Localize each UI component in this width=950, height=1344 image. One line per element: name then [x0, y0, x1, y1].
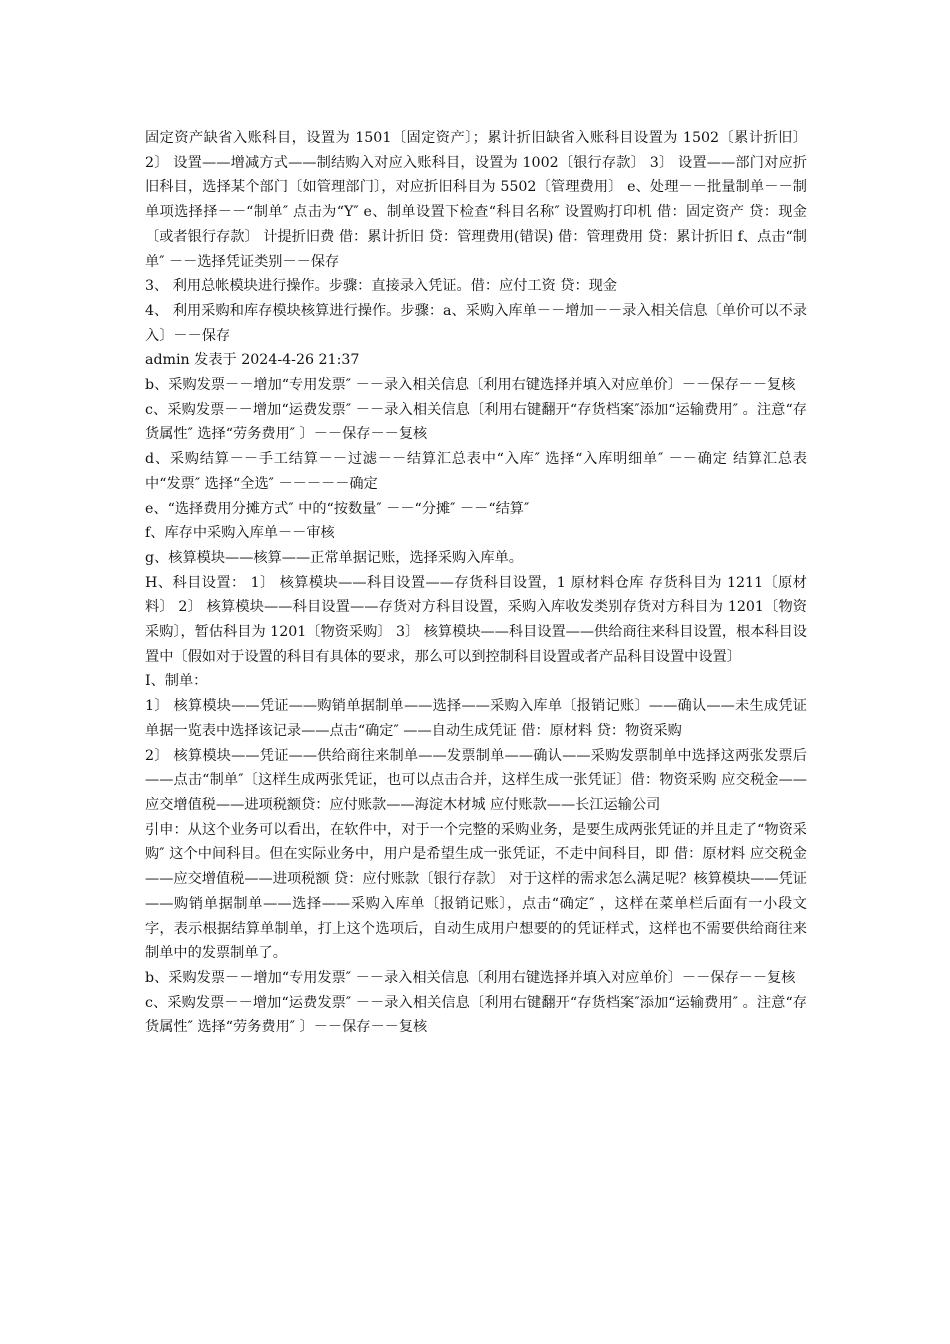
- paragraph-step-b-repeat: b、采购发票－－增加“专用发票″ －－录入相关信息〔利用右键选择并填入对应单价〕－－保存－－复核: [145, 969, 796, 986]
- paragraph-step-c-repeat: c、采购发票－－增加“运费发票″ －－录入相关信息〔利用右键翻开“存货档案″添加“运输费用″ 。注意“存货属性″ 选择“劳务费用″ 〕－－保存－－复核: [145, 994, 807, 1036]
- paragraph-fixed-asset-setup: 固定资产缺省入账科目，设置为 1501〔固定资产〕；累计折旧缺省入账科目设置为 1502〔累计折旧〕 2〕 设置——增减方式——制结购入对应入账科目，设置为 1002〔银行存款〕 3〕 设置——部门对应折旧科目，选择某个部门〔如管理部门〕，对应折旧科目为 5502〔管理费用〕 e、处理－－批量制单－－制单项选择择－－“制单″ 点击为“Y″ e、制单设置下检查“科目名称″ 设置购打印机 借：固定资产 贷：现金〔或者银行存款〕 计提折旧费 借：累计折旧 贷：管理费用(错误) 借：管理费用 贷：累计折旧 f、点击“制单″ －－选择凭证类别－－保存: [145, 130, 807, 270]
- paragraph-step-h: H、科目设置： 1〕 核算模块——科目设置——存货科目设置，1 原材料仓库 存货科目为 1211〔原材料〕 2〕 核算模块——科目设置——存货对方科目设置，采购入库收发类别存货对方科目为 1201〔物资采购〕，暂估科目为 1201〔物资采购〕 3〕 核算模块——科目设置——供给商往来科目设置，根本科目设置中〔假如对于设置的科目有具体的要求，那么可以到控制科目设置或者产品科目设置中设置〕: [145, 574, 807, 665]
- paragraph-step-i-heading: I、制单：: [145, 673, 208, 690]
- paragraph-step-c: c、采购发票－－增加“运费发票″ －－录入相关信息〔利用右键翻开“存货档案″添加“运输费用″ 。注意“存货属性″ 选择“劳务费用″ 〕－－保存－－复核: [145, 401, 807, 443]
- paragraph-step-f: f、库存中采购入库单－－审核: [145, 525, 335, 542]
- paragraph-step-d: d、采购结算－－手工结算－－过滤－－结算汇总表中“入库″ 选择“入库明细单″ －－确定 结算汇总表中“发票″ 选择“全选″ －－－－－确定: [145, 451, 807, 492]
- post-meta: admin 发表于 2024-4-26 21:37: [145, 352, 360, 369]
- paragraph-step-g: g、核算模块——核算——正常单据记账，选择采购入库单。: [145, 549, 523, 566]
- paragraph-extension: 引申：从这个业务可以看出，在软件中，对于一个完整的采购业务，是要生成两张凭证的并且走了“物资采购″ 这个中间科目。但在实际业务中，用户是希望生成一张凭证，不走中间科目，即 借：原材料 应交税金——应交增值税——进项税额 贷：应付账款〔银行存款〕 对于这样的需求怎么满足呢？核算模块——凭证——购销单据制单——选择——采购入库单〔报销记账〕，点击“确定″ ，这样在菜单栏后面有一小段文字，表示根据结算单制单，打上这个选项后，自动生成用户想要的的凭证样式，这样也不需要供给商往来制单中的发票制单了。: [145, 821, 807, 962]
- paragraph-step-e: e、“选择费用分摊方式″ 中的“按数量″ －－“分摊″ －－“结算″: [145, 500, 530, 517]
- paragraph-step-b: b、采购发票－－增加“专用发票″ －－录入相关信息〔利用右键选择并填入对应单价〕－－保存－－复核: [145, 377, 796, 394]
- document-body: [145, 126, 807, 1040]
- paragraph-step-3: 3、 利用总帐模块进行操作。步骤：直接录入凭证。借：应付工资 贷：现金: [145, 278, 618, 295]
- paragraph-step-i-1: 1〕 核算模块——凭证——购销单据制单——选择——采购入库单〔报销记账〕——确认——未生成凭证单据一览表中选择该记录——点击“确定″ ——自动生成凭证 借：原材料 贷：物资采购: [145, 698, 807, 739]
- paragraph-step-i-2: 2〕 核算模块——凭证——供给商往来制单——发票制单——确认——采购发票制单中选择这两张发票后——点击“制单″〔这样生成两张凭证，也可以点击合并，这样生成一张凭证〕借：物资采购 应交税金——应交增值税——进项税额贷：应付账款——海淀木材城 应付账款——长江运输公司: [145, 747, 807, 813]
- paragraph-step-4: 4、 利用采购和库存模块核算进行操作。步骤：a、采购入库单－－增加－－录入相关信息〔单价可以不录入〕－－保存: [145, 302, 807, 344]
